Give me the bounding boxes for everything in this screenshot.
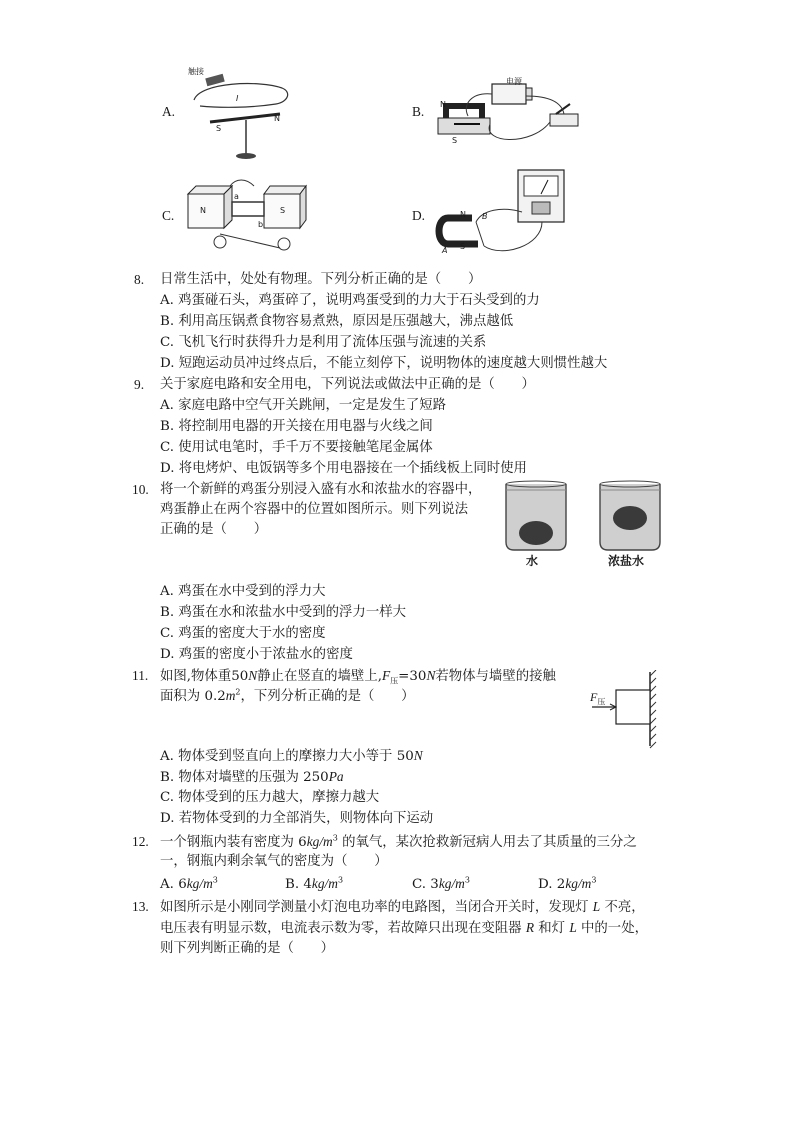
option-d-label: D. [412, 208, 426, 223]
q10-option-d: D. 鸡蛋的密度小于浓盐水的密度 [160, 647, 353, 662]
q8-option-d: D. 短跑运动员冲过终点后，不能立刻停下，说明物体的速度越大则惯性越大 [160, 356, 608, 371]
q13-stem-line3: 则下列判断正确的是（ ） [160, 941, 335, 956]
q10-option-a: A. 鸡蛋在水中受到的浮力大 [160, 584, 326, 599]
q10-fig-label-brine: 浓盐水 [608, 554, 645, 568]
q11-option-a: A. 物体受到竖直向上的摩擦力大小等于 50N [160, 748, 423, 764]
option-a-label: A. [162, 104, 176, 119]
figure-q10-beakers [500, 478, 668, 570]
q8-number: 8. [134, 272, 145, 287]
figure-b-motor: 电源 N S [432, 74, 592, 158]
q9-option-d: D. 将电烤炉、电饭锅等多个用电器接在一个插线板上同时使用 [160, 461, 527, 476]
q11-option-c: C. 物体受到的压力越大，摩擦力越大 [160, 790, 380, 805]
q12-option-b: B. $4kg/m^3$ [285, 875, 344, 892]
q8-option-a: A. 鸡蛋碰石头，鸡蛋碎了，说明鸡蛋受到的力大于石头受到的力 [160, 293, 540, 308]
q10-fig-label-water: 水 [526, 554, 539, 568]
q11-number: 11. [132, 668, 149, 683]
option-c-label: C. [162, 208, 175, 223]
q13-stem-line2: 电压表有明显示数，电流表示数为零，若故障只出现在变阻器 R 和灯 L 中的一处， [160, 920, 648, 936]
q10-option-b: B. 鸡蛋在水和浓盐水中受到的浮力一样大 [160, 605, 406, 620]
q12-option-a: A. $6kg/m^3$ [160, 875, 218, 892]
figure-d-induction: N S B A [432, 166, 572, 258]
q10-number: 10. [132, 482, 149, 497]
q9-option-a: A. 家庭电路中空气开关跳闸，一定是发生了短路 [160, 398, 446, 413]
q10-stem-line1: 将一个新鲜的鸡蛋分别浸入盛有水和浓盐水的容器中， [160, 482, 482, 497]
q13-stem-line1: 如图所示是小刚同学测量小灯泡电功率的电路图，当闭合开关时，发现灯 L 不亮， [160, 899, 645, 915]
figure-c-generator: N S a b [180, 176, 310, 260]
q10-stem-line2: 鸡蛋静止在两个容器中的位置如图所示。则下列说法 [160, 502, 468, 517]
q12-number: 12. [132, 834, 149, 849]
q12-option-d: D. $2kg/m^3$ [538, 875, 597, 892]
q8-option-c: C. 飞机飞行时获得升力是利用了流体压强与流速的关系 [160, 335, 487, 350]
q8-option-b: B. 利用高压锅煮食物容易煮熟，原因是压强越大，沸点越低 [160, 314, 514, 329]
q12-option-c: C. $3kg/m^3$ [412, 875, 470, 892]
figure-a-oersted: 触接 S N I [180, 62, 300, 162]
figure-q11-wall-block [586, 670, 658, 750]
q9-option-c: C. 使用试电笔时，手千万不要接触笔尾金属体 [160, 440, 433, 455]
q13-number: 13. [132, 899, 149, 914]
q11-stem-line2: 面积为 $0.2m^2$，下列分析正确的是（ ） [160, 687, 415, 704]
q9-option-b: B. 将控制用电器的开关接在用电器与火线之间 [160, 419, 433, 434]
q11-fig-force-label: $F_压$ [590, 690, 606, 707]
q8-stem: 日常生活中，处处有物理。下列分析正确的是（ ） [160, 272, 482, 287]
q12-stem-line1: 一个钢瓶内装有密度为 $6kg/m^3$ 的氧气，某次抢救新冠病人用去了其质量的三分之 [160, 833, 637, 850]
q10-option-c: C. 鸡蛋的密度大于水的密度 [160, 626, 326, 641]
q11-option-b: B. 物体对墙壁的压强为 250Pa [160, 769, 344, 785]
q11-option-d: D. 若物体受到的力全部消失，则物体向下运动 [160, 811, 434, 826]
q9-stem: 关于家庭电路和安全用电，下列说法或做法中正确的是（ ） [160, 377, 535, 392]
q12-stem-line2: 一，钢瓶内剩余氧气的密度为（ ） [160, 854, 388, 869]
q10-stem-line3: 正确的是（ ） [160, 522, 268, 537]
q11-stem-line1: 如图,物体重50N静止在竖直的墙壁上$,F_压=30N$若物体与墙壁的接触 [160, 668, 556, 686]
option-b-label: B. [412, 104, 425, 119]
q9-number: 9. [134, 377, 145, 392]
